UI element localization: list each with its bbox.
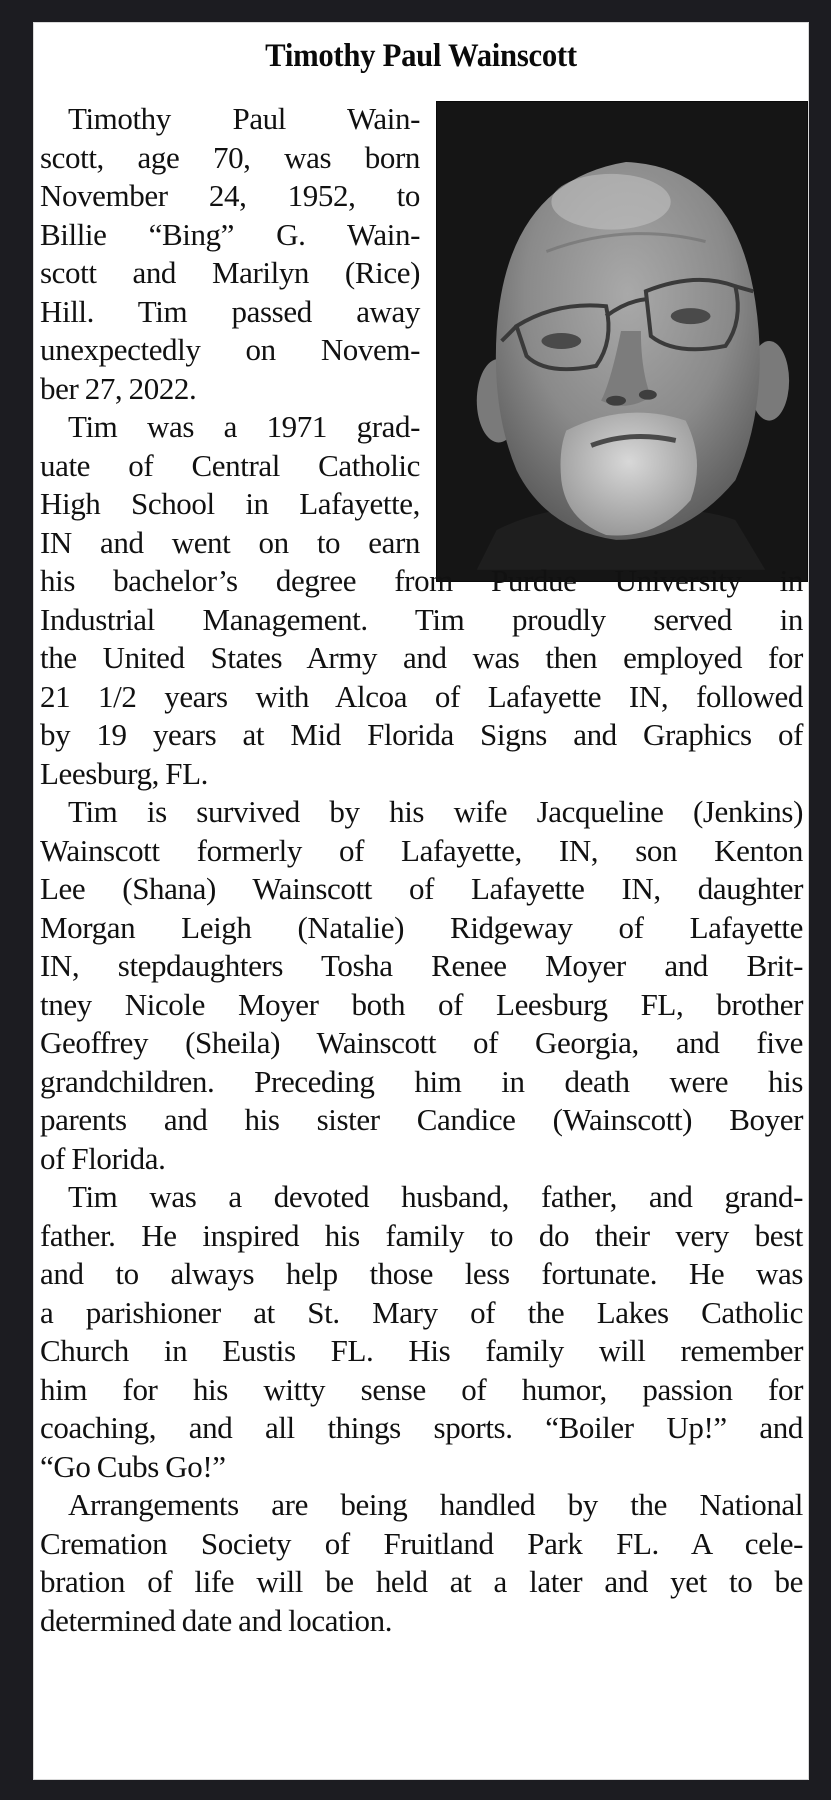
text-line: Tim is survived by his wife Jacqueline (Jenkins) bbox=[68, 794, 803, 829]
text-line: parents and his sister Candice (Wainscott) Boyer bbox=[40, 1102, 803, 1137]
portrait-icon bbox=[437, 102, 807, 581]
text-line: IN, stepdaughters Tosha Renee Moyer and Brit- bbox=[40, 948, 803, 983]
text-line: November 24, 1952, to bbox=[40, 178, 420, 213]
text-line: father. He inspired his family to do their very best bbox=[40, 1217, 803, 1253]
text-line: Industrial Management. Tim proudly served in bbox=[40, 601, 803, 637]
text-line: scott, age 70, was born bbox=[40, 139, 420, 175]
text-line: Tim was a devoted husband, father, and grand- bbox=[68, 1179, 803, 1214]
text-line: Tim was a 1971 grad- bbox=[68, 409, 420, 444]
text-line: Billie “Bing” G. Wain- bbox=[40, 216, 420, 252]
text-line: coaching, and all things sports. “Boiler Up!” and bbox=[40, 1410, 803, 1445]
text-line: Timothy Paul Wain- bbox=[68, 101, 420, 136]
text-line: Cremation Society of Fruitland Park FL. A cele- bbox=[40, 1525, 803, 1561]
text-line: ber 27, 2022. bbox=[40, 370, 197, 406]
text-line: his bachelor’s degree from Purdue University in bbox=[40, 563, 803, 598]
text-line: Geoffrey (Sheila) Wainscott of Georgia, and five bbox=[40, 1025, 803, 1060]
text-line: “Go Cubs Go!” bbox=[40, 1448, 226, 1484]
text-line: Church in Eustis FL. His family will remember bbox=[40, 1333, 803, 1368]
text-line: Lee (Shana) Wainscott of Lafayette IN, daughter bbox=[40, 871, 803, 906]
text-line: of Florida. bbox=[40, 1140, 166, 1176]
text-line: a parishioner at St. Mary of the Lakes Catholic bbox=[40, 1294, 803, 1330]
text-line: grandchildren. Preceding him in death were his bbox=[40, 1063, 803, 1099]
text-line: scott and Marilyn (Rice) bbox=[40, 255, 420, 290]
text-line: 21 1/2 years with Alcoa of Lafayette IN, followed bbox=[40, 678, 803, 714]
text-line: Leesburg, FL. bbox=[40, 755, 209, 791]
portrait-photo bbox=[436, 101, 808, 582]
text-line: Hill. Tim passed away bbox=[40, 293, 420, 329]
obituary-title: Timothy Paul Wainscott bbox=[265, 38, 577, 74]
text-line: Wainscott formerly of Lafayette, IN, son Kenton bbox=[40, 832, 803, 868]
text-line: by 19 years at Mid Florida Signs and Graphics of bbox=[40, 717, 803, 752]
text-line: him for his witty sense of humor, passion for bbox=[40, 1371, 803, 1407]
text-line: and to always help those less fortunate. He was bbox=[40, 1256, 803, 1291]
text-line: High School in Lafayette, bbox=[40, 486, 420, 521]
text-line: Arrangements are being handled by the National bbox=[68, 1487, 803, 1522]
text-line: bration of life will be held at a later and yet to be bbox=[40, 1564, 803, 1599]
text-line: unexpectedly on Novem- bbox=[40, 332, 420, 367]
text-line: tney Nicole Moyer both of Leesburg FL, brother bbox=[40, 986, 803, 1022]
obituary-page bbox=[33, 22, 809, 1780]
text-line: uate of Central Catholic bbox=[40, 447, 420, 483]
text-line: the United States Army and was then employed for bbox=[40, 640, 803, 675]
text-line: IN and went on to earn bbox=[40, 524, 420, 560]
text-line: determined date and location. bbox=[40, 1602, 393, 1638]
text-line: Morgan Leigh (Natalie) Ridgeway of Lafayette bbox=[40, 909, 803, 945]
